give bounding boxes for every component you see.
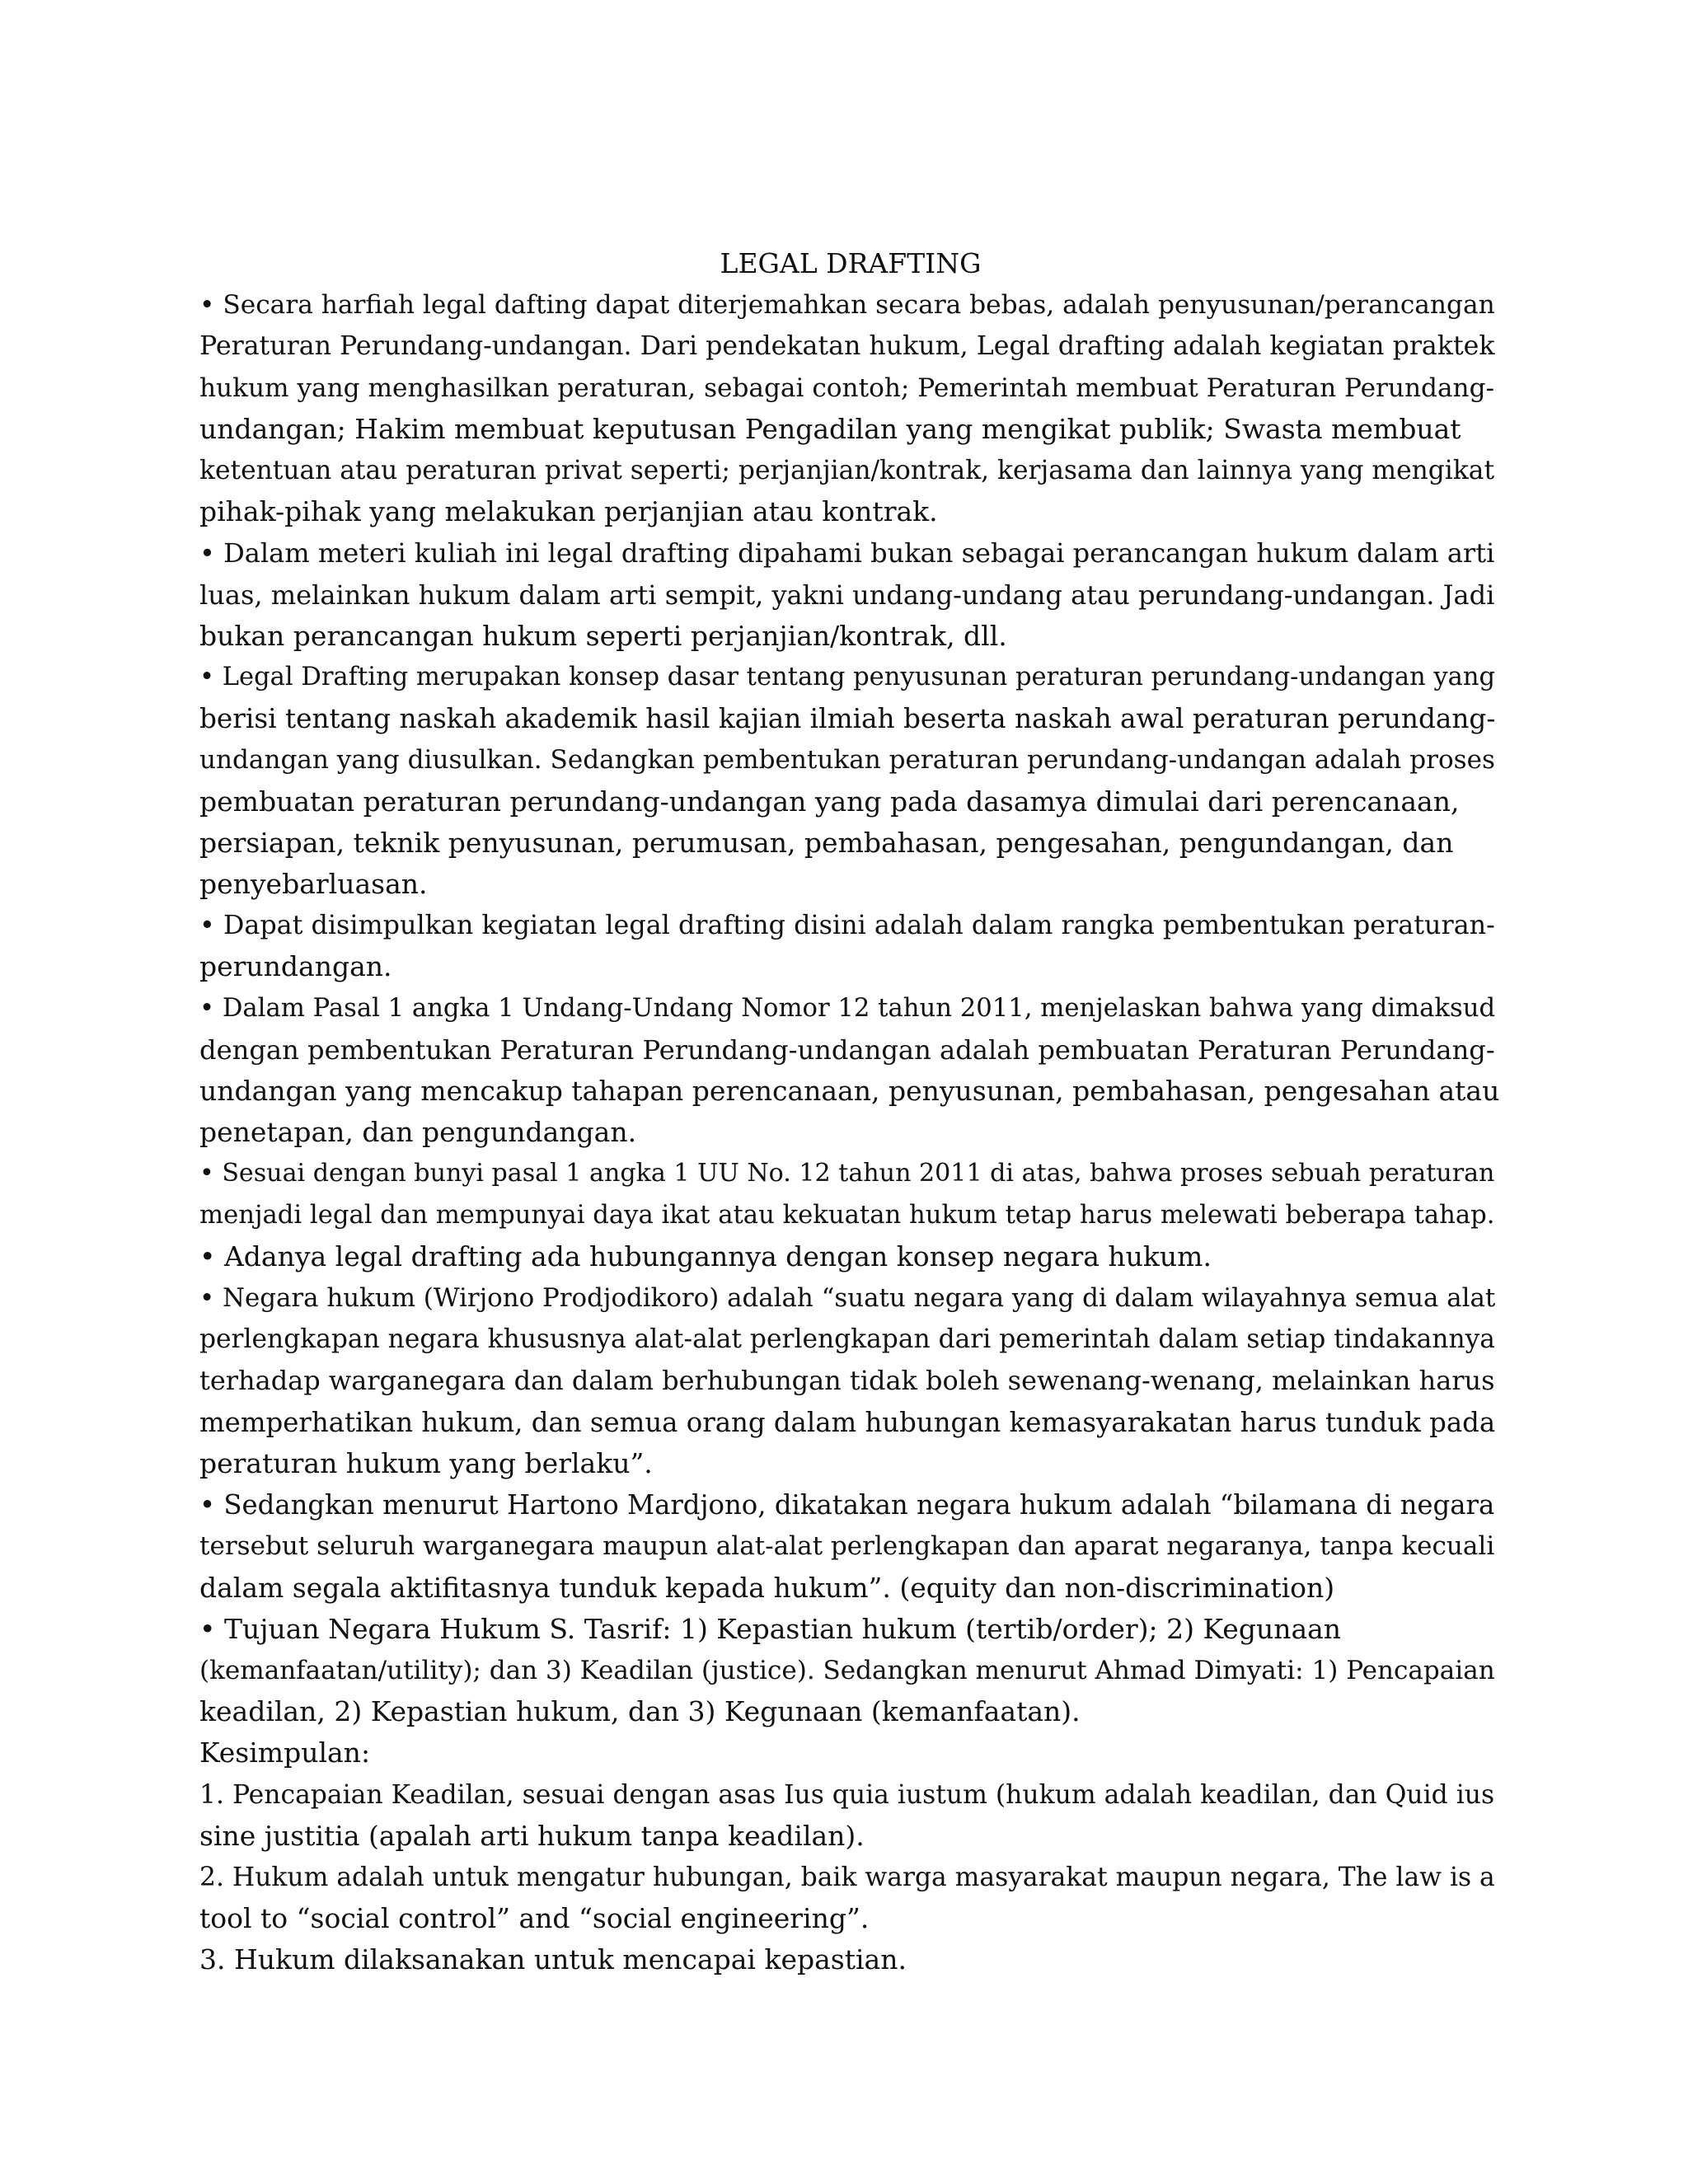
text-line: terhadap warganegara dan dalam berhubungan tidak boleh sewenang-wenang, melainkan harus bbox=[199, 1365, 1495, 1397]
text-line: memperhatikan hukum, dan semua orang dalam hubungan kemasyarakatan harus tunduk pada bbox=[199, 1406, 1496, 1438]
text-line: Peraturan Perundang-undangan. Dari pendekatan hukum, Legal drafting adalah kegiatan praktek bbox=[199, 331, 1495, 362]
text-line: ketentuan atau peraturan privat seperti; perjanjian/kontrak, kerjasama dan lainnya yang mengikat bbox=[199, 456, 1495, 486]
text-line: • Dalam meteri kuliah ini legal drafting dipahami bukan sebagai perancangan hukum dalam arti bbox=[199, 537, 1495, 569]
text-line: • Adanya legal drafting ada hubungannya dengan konsep negara hukum. bbox=[199, 1240, 1212, 1272]
text-line: • Sesuai dengan bunyi pasal 1 angka 1 UU No. 12 tahun 2011 di atas, bahwa proses sebuah peraturan bbox=[199, 1159, 1495, 1188]
text-line: 3. Hukum dilaksanakan untuk mencapai kepastian. bbox=[199, 1943, 907, 1976]
text-line: keadilan, 2) Kepastian hukum, dan 3) Kegunaan (kemanfaatan). bbox=[199, 1695, 1081, 1728]
text-line: • Dalam Pasal 1 angka 1 Undang-Undang Nomor 12 tahun 2011, menjelaskan bahwa yang dimaksud bbox=[199, 993, 1496, 1023]
text-line: perlengkapan negara khususnya alat-alat perlengkapan dari pemerintah dalam setiap tindakannya bbox=[199, 1324, 1495, 1355]
text-line: sine justitia (apalah arti hukum tanpa keadilan). bbox=[199, 1819, 865, 1852]
text-line: • Legal Drafting merupakan konsep dasar tentang penyusunan peraturan perundang-undangan yang bbox=[199, 663, 1496, 692]
text-line: undangan yang diusulkan. Sedangkan pembentukan peraturan perundang-undangan adalah proses bbox=[199, 745, 1495, 776]
text-line: hukum yang menghasilkan peraturan, sebagai contoh; Pemerintah membuat Peraturan Perundang- bbox=[199, 373, 1495, 403]
document-body bbox=[199, 243, 1502, 1981]
text-line: • Sedangkan menurut Hartono Mardjono, dikatakan negara hukum adalah “bilamana di negara bbox=[199, 1489, 1495, 1521]
text-line: pihak-pihak yang melakukan perjanjian atau kontrak. bbox=[199, 495, 938, 528]
text-line: • Tujuan Negara Hukum S. Tasrif: 1) Kepastian hukum (tertib/order); 2) Kegunaan bbox=[199, 1612, 1342, 1645]
text-line: peraturan hukum yang berlaku”. bbox=[199, 1446, 653, 1479]
text-line: 1. Pencapaian Keadilan, sesuai dengan asas Ius quia iustum (hukum adalah keadilan, dan Quid ius bbox=[199, 1779, 1495, 1810]
text-line: persiapan, teknik penyusunan, perumusan, pembahasan, pengesahan, pengundangan, dan bbox=[199, 826, 1454, 859]
text-line: (kemanfaatan/utility); dan 3) Keadilan (justice). Sedangkan menurut Ahmad Dimyati: 1) Pencapaian bbox=[199, 1655, 1495, 1685]
text-line: tersebut seluruh warganegara maupun alat-alat perlengkapan dan aparat negaranya, tanpa kecuali bbox=[199, 1531, 1495, 1562]
text-line: 2. Hukum adalah untuk mengatur hubungan, baik warga masyarakat maupun negara, The law is a bbox=[199, 1862, 1495, 1892]
document-title: LEGAL DRAFTING bbox=[720, 247, 982, 279]
text-line: berisi tentang naskah akademik hasil kajian ilmiah beserta naskah awal peraturan perundang- bbox=[199, 703, 1496, 735]
text-line: penetapan, dan pengundangan. bbox=[199, 1116, 637, 1149]
text-line: • Negara hukum (Wirjono Prodjodikoro) adalah “suatu negara yang di dalam wilayahnya semua alat bbox=[199, 1283, 1496, 1314]
text-line: undangan yang mencakup tahapan perencanaan, penyusunan, pembahasan, pengesahan atau bbox=[199, 1075, 1500, 1108]
text-line: menjadi legal dan mempunyai daya ikat atau kekuatan hukum tetap harus melewati beberapa tahap. bbox=[199, 1200, 1495, 1230]
text-line: • Dapat disimpulkan kegiatan legal drafting disini adalah dalam rangka pembentukan peraturan- bbox=[199, 910, 1495, 941]
text-line: dengan pembentukan Peraturan Perundang-undangan adalah pembuatan Peraturan Perundang- bbox=[199, 1033, 1495, 1066]
text-line: bukan perancangan hukum seperti perjanjian/kontrak, dll. bbox=[199, 619, 1007, 652]
document-text bbox=[199, 284, 1502, 1980]
text-line: pembuatan peraturan perundang-undangan yang pada dasamya dimulai dari perencanaan, bbox=[199, 785, 1460, 818]
text-line: luas, melainkan hukum dalam arti sempit, yakni undang-undang atau perundang-undangan. Jadi bbox=[199, 579, 1495, 611]
text-line: tool to “social control” and “social engineering”. bbox=[199, 1902, 870, 1935]
text-line: • Secara harfiah legal dafting dapat diterjemahkan secara bebas, adalah penyusunan/perancangan bbox=[199, 290, 1495, 321]
text-line: perundangan. bbox=[199, 950, 392, 983]
text-line: dalam segala aktifitasnya tunduk kepada hukum”. (equity dan non-discrimination) bbox=[199, 1571, 1335, 1604]
text-line: Kesimpulan: bbox=[199, 1736, 371, 1769]
text-line: penyebarluasan. bbox=[199, 868, 428, 901]
text-line: undangan; Hakim membuat keputusan Pengadilan yang mengikat publik; Swasta membuat bbox=[199, 412, 1461, 445]
